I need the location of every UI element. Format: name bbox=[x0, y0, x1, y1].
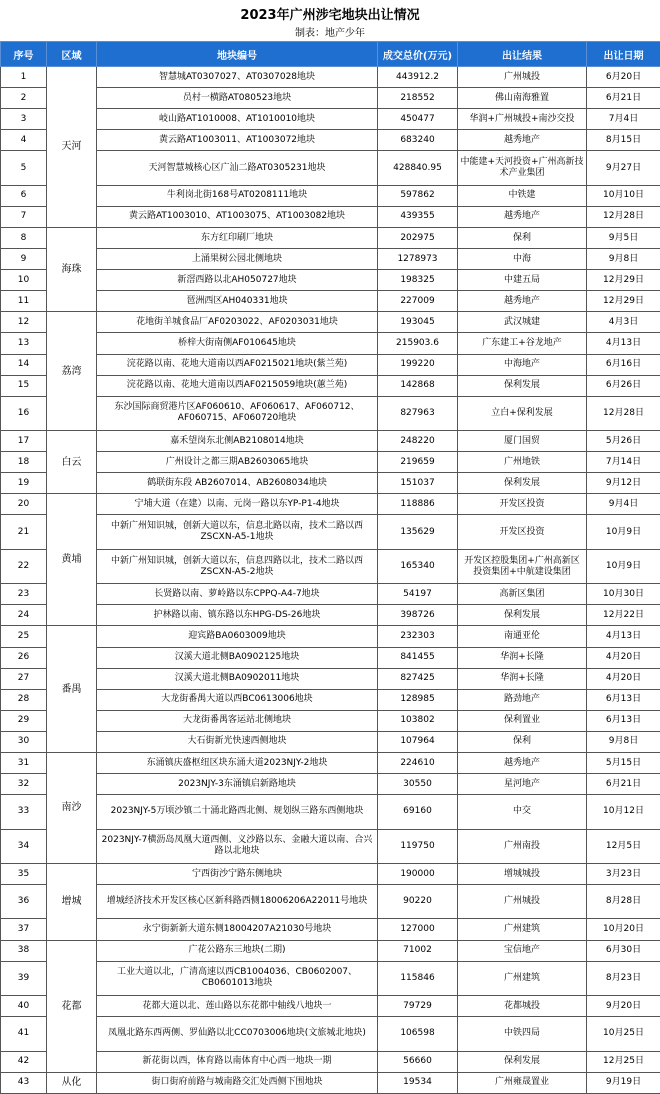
transaction-price: 398726 bbox=[378, 605, 458, 626]
table-row bbox=[1, 291, 660, 312]
plot-name: 中新广州知识城，创新大道以东，信息北路以南，技术二路以西ZSCXN-A5-1地块 bbox=[97, 515, 378, 549]
table-row bbox=[1, 753, 660, 774]
plot-name: 鹤联街东段 AB2607014、AB2608034地块 bbox=[97, 473, 378, 494]
table-row bbox=[1, 227, 660, 248]
transfer-date: 9月4日 bbox=[587, 494, 660, 515]
district-cell: 荔湾 bbox=[47, 312, 97, 431]
row-number: 16 bbox=[1, 396, 47, 430]
table-row bbox=[1, 940, 660, 961]
transaction-price: 443912.2 bbox=[378, 67, 458, 88]
transfer-result: 中能建+天河投资+广州高新技术产业集团 bbox=[458, 151, 587, 185]
table-row bbox=[1, 1072, 660, 1093]
transfer-date: 4月20日 bbox=[587, 647, 660, 668]
row-number: 37 bbox=[1, 919, 47, 940]
transfer-result: 厦门国贸 bbox=[458, 431, 587, 452]
district-cell: 天河 bbox=[47, 67, 97, 228]
transaction-price: 827425 bbox=[378, 668, 458, 689]
transfer-date: 3月23日 bbox=[587, 863, 660, 884]
transfer-date: 12月28日 bbox=[587, 206, 660, 227]
transaction-price: 1278973 bbox=[378, 249, 458, 270]
header-plot: 地块编号 bbox=[97, 42, 378, 67]
transfer-result: 保利发展 bbox=[458, 605, 587, 626]
plot-name: 东方红印刷厂地块 bbox=[97, 227, 378, 248]
district-cell: 白云 bbox=[47, 431, 97, 494]
transfer-result: 保利 bbox=[458, 731, 587, 752]
header-no: 序号 bbox=[1, 42, 47, 67]
row-number: 38 bbox=[1, 940, 47, 961]
row-number: 22 bbox=[1, 549, 47, 583]
transfer-date: 10月12日 bbox=[587, 795, 660, 829]
transfer-result: 华润+长隆 bbox=[458, 668, 587, 689]
plot-name: 花都大道以北、莲山路以东花都中轴线八地块一 bbox=[97, 996, 378, 1017]
plot-name: 大石街新光快速西侧地块 bbox=[97, 731, 378, 752]
transfer-date: 7月14日 bbox=[587, 452, 660, 473]
plot-name: 长贤路以南、萝岭路以东CPPQ-A4-7地块 bbox=[97, 584, 378, 605]
transfer-result: 高新区集团 bbox=[458, 584, 587, 605]
transfer-result: 佛山南海雅置 bbox=[458, 88, 587, 109]
plot-name: 花地街羊城食品厂AF0203022、AF0203031地块 bbox=[97, 312, 378, 333]
plot-name: 黄云路AT1003011、AT1003072地块 bbox=[97, 130, 378, 151]
transfer-result: 越秀地产 bbox=[458, 291, 587, 312]
transfer-date: 6月13日 bbox=[587, 710, 660, 731]
transfer-date: 7月4日 bbox=[587, 109, 660, 130]
transaction-price: 79729 bbox=[378, 996, 458, 1017]
transfer-result: 花都城投 bbox=[458, 996, 587, 1017]
row-number: 5 bbox=[1, 151, 47, 185]
row-number: 40 bbox=[1, 996, 47, 1017]
row-number: 11 bbox=[1, 291, 47, 312]
transfer-date: 4月20日 bbox=[587, 668, 660, 689]
row-number: 15 bbox=[1, 375, 47, 396]
transfer-date: 6月16日 bbox=[587, 354, 660, 375]
header-district: 区域 bbox=[47, 42, 97, 67]
row-number: 4 bbox=[1, 130, 47, 151]
plot-name: 迎宾路BA0603009地块 bbox=[97, 626, 378, 647]
plot-name: 嘉禾望岗东北侧AB2108014地块 bbox=[97, 431, 378, 452]
district-cell: 南沙 bbox=[47, 753, 97, 864]
plot-name: 牛利岗北街168号AT0208111地块 bbox=[97, 185, 378, 206]
district-cell: 番禺 bbox=[47, 626, 97, 753]
table-row bbox=[1, 206, 660, 227]
plot-name: 浣花路以南、花地大道南以西AF0215021地块(紫兰苑) bbox=[97, 354, 378, 375]
transfer-result: 保利 bbox=[458, 227, 587, 248]
transfer-date: 12月28日 bbox=[587, 396, 660, 430]
table-row bbox=[1, 795, 660, 829]
transfer-date: 5月26日 bbox=[587, 431, 660, 452]
transaction-price: 165340 bbox=[378, 549, 458, 583]
header-price: 成交总价(万元) bbox=[378, 42, 458, 67]
table-row bbox=[1, 109, 660, 130]
table-row bbox=[1, 919, 660, 940]
row-number: 14 bbox=[1, 354, 47, 375]
table-row bbox=[1, 270, 660, 291]
plot-name: 黄云路AT1003010、AT1003075、AT1003082地块 bbox=[97, 206, 378, 227]
table-row bbox=[1, 515, 660, 549]
row-number: 3 bbox=[1, 109, 47, 130]
transaction-price: 248220 bbox=[378, 431, 458, 452]
plot-name: 浣花路以南、花地大道南以西AF0215059地块(蕙兰苑) bbox=[97, 375, 378, 396]
transfer-result: 增城城投 bbox=[458, 863, 587, 884]
district-cell: 增城 bbox=[47, 863, 97, 940]
table-row bbox=[1, 996, 660, 1017]
land-transfer-table bbox=[0, 41, 660, 1094]
transfer-result: 中交 bbox=[458, 795, 587, 829]
table-row bbox=[1, 1051, 660, 1072]
row-number: 33 bbox=[1, 795, 47, 829]
row-number: 12 bbox=[1, 312, 47, 333]
transfer-result: 越秀地产 bbox=[458, 753, 587, 774]
row-number: 6 bbox=[1, 185, 47, 206]
transaction-price: 69160 bbox=[378, 795, 458, 829]
plot-name: 岐山路AT1010008、AT1010010地块 bbox=[97, 109, 378, 130]
transfer-date: 6月20日 bbox=[587, 67, 660, 88]
table-row bbox=[1, 473, 660, 494]
table-row bbox=[1, 67, 660, 88]
table-header-row bbox=[1, 42, 660, 67]
page-title: 2023年广州涉宅地块出让情况 bbox=[0, 4, 660, 23]
plot-name: 东沙国际商贸港片区AF060610、AF060617、AF060712、AF060715、AF060720地块 bbox=[97, 396, 378, 430]
row-number: 7 bbox=[1, 206, 47, 227]
row-number: 30 bbox=[1, 731, 47, 752]
transfer-result: 武汉城建 bbox=[458, 312, 587, 333]
transfer-result: 保利发展 bbox=[458, 473, 587, 494]
transfer-result: 保利发展 bbox=[458, 1051, 587, 1072]
transfer-result: 保利发展 bbox=[458, 375, 587, 396]
transfer-result: 开发区投资 bbox=[458, 494, 587, 515]
transfer-date: 8月15日 bbox=[587, 130, 660, 151]
transaction-price: 215903.6 bbox=[378, 333, 458, 354]
table-row bbox=[1, 829, 660, 863]
row-number: 24 bbox=[1, 605, 47, 626]
table-row bbox=[1, 452, 660, 473]
row-number: 18 bbox=[1, 452, 47, 473]
transfer-date: 5月15日 bbox=[587, 753, 660, 774]
plot-name: 广花公路东三地块(二期) bbox=[97, 940, 378, 961]
plot-name: 大龙街番禺客运站北侧地块 bbox=[97, 710, 378, 731]
table-row bbox=[1, 130, 660, 151]
transfer-result: 中铁四局 bbox=[458, 1017, 587, 1051]
transfer-date: 9月8日 bbox=[587, 731, 660, 752]
transfer-result: 越秀地产 bbox=[458, 130, 587, 151]
transfer-result: 立白+保利发展 bbox=[458, 396, 587, 430]
transaction-price: 198325 bbox=[378, 270, 458, 291]
row-number: 21 bbox=[1, 515, 47, 549]
plot-name: 街口街府前路与城南路交汇处西侧下围地块 bbox=[97, 1072, 378, 1093]
transfer-result: 广州南投 bbox=[458, 829, 587, 863]
transfer-result: 开发区投资 bbox=[458, 515, 587, 549]
table-row bbox=[1, 494, 660, 515]
transfer-result: 星河地产 bbox=[458, 774, 587, 795]
transfer-date: 12月29日 bbox=[587, 291, 660, 312]
table-row bbox=[1, 647, 660, 668]
row-number: 41 bbox=[1, 1017, 47, 1051]
table-row bbox=[1, 354, 660, 375]
transfer-date: 8月28日 bbox=[587, 885, 660, 919]
row-number: 13 bbox=[1, 333, 47, 354]
transfer-date: 8月23日 bbox=[587, 961, 660, 995]
plot-name: 广州设计之都三期AB2603065地块 bbox=[97, 452, 378, 473]
plot-name: 工业大道以北，广清高速以西CB1004036、CB0602007、CB0601013地块 bbox=[97, 961, 378, 995]
transaction-price: 193045 bbox=[378, 312, 458, 333]
table-row bbox=[1, 626, 660, 647]
transfer-result: 南通亚伦 bbox=[458, 626, 587, 647]
transfer-date: 4月13日 bbox=[587, 626, 660, 647]
transaction-price: 199220 bbox=[378, 354, 458, 375]
table-row bbox=[1, 961, 660, 995]
transaction-price: 135629 bbox=[378, 515, 458, 549]
row-number: 36 bbox=[1, 885, 47, 919]
district-cell: 从化 bbox=[47, 1072, 97, 1093]
transfer-result: 中海地产 bbox=[458, 354, 587, 375]
table-body bbox=[1, 67, 660, 1094]
transaction-price: 190000 bbox=[378, 863, 458, 884]
transfer-result: 广州城投 bbox=[458, 67, 587, 88]
transaction-price: 151037 bbox=[378, 473, 458, 494]
transfer-date: 10月25日 bbox=[587, 1017, 660, 1051]
plot-name: 琶洲西区AH040331地块 bbox=[97, 291, 378, 312]
plot-name: 2023NJY-3东涌镇启新路地块 bbox=[97, 774, 378, 795]
table-row bbox=[1, 333, 660, 354]
row-number: 9 bbox=[1, 249, 47, 270]
table-row bbox=[1, 549, 660, 583]
transfer-date: 9月12日 bbox=[587, 473, 660, 494]
transaction-price: 219659 bbox=[378, 452, 458, 473]
district-cell: 海珠 bbox=[47, 227, 97, 311]
transfer-date: 9月5日 bbox=[587, 227, 660, 248]
district-cell: 花都 bbox=[47, 940, 97, 1072]
row-number: 31 bbox=[1, 753, 47, 774]
row-number: 34 bbox=[1, 829, 47, 863]
plot-name: 上涌果树公园北侧地块 bbox=[97, 249, 378, 270]
transfer-date: 4月13日 bbox=[587, 333, 660, 354]
table-row bbox=[1, 605, 660, 626]
row-number: 42 bbox=[1, 1051, 47, 1072]
transfer-date: 9月27日 bbox=[587, 151, 660, 185]
row-number: 29 bbox=[1, 710, 47, 731]
plot-name: 汉溪大道北侧BA0902125地块 bbox=[97, 647, 378, 668]
transaction-price: 827963 bbox=[378, 396, 458, 430]
transfer-date: 6月21日 bbox=[587, 774, 660, 795]
transaction-price: 232303 bbox=[378, 626, 458, 647]
plot-name: 新花街以西，体育路以南体育中心西一地块一期 bbox=[97, 1051, 378, 1072]
transfer-date: 10月20日 bbox=[587, 919, 660, 940]
transaction-price: 428840.95 bbox=[378, 151, 458, 185]
row-number: 39 bbox=[1, 961, 47, 995]
transfer-result: 广州雍晟置业 bbox=[458, 1072, 587, 1093]
transaction-price: 54197 bbox=[378, 584, 458, 605]
table-row bbox=[1, 584, 660, 605]
transaction-price: 118886 bbox=[378, 494, 458, 515]
transfer-date: 9月8日 bbox=[587, 249, 660, 270]
district-cell: 黄埔 bbox=[47, 494, 97, 626]
transaction-price: 103802 bbox=[378, 710, 458, 731]
plot-name: 中新广州知识城，创新大道以东，信息四路以北，技术二路以西ZSCXN-A5-2地块 bbox=[97, 549, 378, 583]
table-row bbox=[1, 151, 660, 185]
transaction-price: 841455 bbox=[378, 647, 458, 668]
row-number: 35 bbox=[1, 863, 47, 884]
header-result: 出让结果 bbox=[458, 42, 587, 67]
row-number: 43 bbox=[1, 1072, 47, 1093]
transfer-result: 华润+长隆 bbox=[458, 647, 587, 668]
transfer-date: 10月10日 bbox=[587, 185, 660, 206]
transfer-result: 广东建工+谷龙地产 bbox=[458, 333, 587, 354]
row-number: 27 bbox=[1, 668, 47, 689]
row-number: 23 bbox=[1, 584, 47, 605]
transfer-date: 12月22日 bbox=[587, 605, 660, 626]
table-row bbox=[1, 185, 660, 206]
transaction-price: 107964 bbox=[378, 731, 458, 752]
row-number: 17 bbox=[1, 431, 47, 452]
table-row bbox=[1, 774, 660, 795]
page-subtitle: 制表：地产少年 bbox=[0, 24, 660, 39]
table-row bbox=[1, 731, 660, 752]
table-row bbox=[1, 689, 660, 710]
transfer-result: 越秀地产 bbox=[458, 206, 587, 227]
transfer-date: 10月9日 bbox=[587, 515, 660, 549]
transfer-date: 9月20日 bbox=[587, 996, 660, 1017]
plot-name: 宁西街沙宁路东侧地块 bbox=[97, 863, 378, 884]
table-row bbox=[1, 863, 660, 884]
row-number: 2 bbox=[1, 88, 47, 109]
table-row bbox=[1, 375, 660, 396]
row-number: 1 bbox=[1, 67, 47, 88]
transfer-date: 4月3日 bbox=[587, 312, 660, 333]
table-row bbox=[1, 710, 660, 731]
plot-name: 大龙街番禺大道以西BC0613006地块 bbox=[97, 689, 378, 710]
transfer-result: 路劲地产 bbox=[458, 689, 587, 710]
transaction-price: 71002 bbox=[378, 940, 458, 961]
row-number: 20 bbox=[1, 494, 47, 515]
transaction-price: 224610 bbox=[378, 753, 458, 774]
row-number: 10 bbox=[1, 270, 47, 291]
plot-name: 宁埔大道（在建）以南、元岗一路以东YP-P1-4地块 bbox=[97, 494, 378, 515]
plot-name: 天河智慧城核心区广汕二路AT0305231地块 bbox=[97, 151, 378, 185]
transfer-result: 华润+广州城投+南沙交投 bbox=[458, 109, 587, 130]
transfer-result: 保利置业 bbox=[458, 710, 587, 731]
transfer-date: 12月25日 bbox=[587, 1051, 660, 1072]
table-row bbox=[1, 431, 660, 452]
plot-name: 桥梓大街南侧AF010645地块 bbox=[97, 333, 378, 354]
transfer-result: 中海 bbox=[458, 249, 587, 270]
table-row bbox=[1, 668, 660, 689]
row-number: 19 bbox=[1, 473, 47, 494]
transaction-price: 218552 bbox=[378, 88, 458, 109]
transaction-price: 597862 bbox=[378, 185, 458, 206]
table-row bbox=[1, 396, 660, 430]
table-row bbox=[1, 312, 660, 333]
plot-name: 新滘西路以北AH050727地块 bbox=[97, 270, 378, 291]
plot-name: 东涌镇庆盛枢纽区块东涌大道2023NJY-2地块 bbox=[97, 753, 378, 774]
row-number: 26 bbox=[1, 647, 47, 668]
transfer-result: 开发区控股集团+广州高新区投资集团+中航建设集团 bbox=[458, 549, 587, 583]
transfer-date: 12月29日 bbox=[587, 270, 660, 291]
transfer-date: 12月5日 bbox=[587, 829, 660, 863]
plot-name: 汉溪大道北侧BA0902011地块 bbox=[97, 668, 378, 689]
transfer-date: 6月26日 bbox=[587, 375, 660, 396]
row-number: 8 bbox=[1, 227, 47, 248]
transfer-date: 6月30日 bbox=[587, 940, 660, 961]
table-row bbox=[1, 885, 660, 919]
transfer-date: 10月9日 bbox=[587, 549, 660, 583]
transaction-price: 450477 bbox=[378, 109, 458, 130]
transaction-price: 115846 bbox=[378, 961, 458, 995]
row-number: 28 bbox=[1, 689, 47, 710]
table-row bbox=[1, 88, 660, 109]
plot-name: 增城经济技术开发区核心区新科路西侧18006206A22011号地块 bbox=[97, 885, 378, 919]
plot-name: 护林路以南、镇东路以东HPG-DS-26地块 bbox=[97, 605, 378, 626]
transaction-price: 106598 bbox=[378, 1017, 458, 1051]
transaction-price: 683240 bbox=[378, 130, 458, 151]
transfer-result: 中建五局 bbox=[458, 270, 587, 291]
transaction-price: 128985 bbox=[378, 689, 458, 710]
transfer-date: 6月13日 bbox=[587, 689, 660, 710]
plot-name: 2023NJY-7横沥岛凤凰大道西侧、义沙路以东、金融大道以南、合兴路以北地块 bbox=[97, 829, 378, 863]
plot-name: 智慧城AT0307027、AT0307028地块 bbox=[97, 67, 378, 88]
transaction-price: 90220 bbox=[378, 885, 458, 919]
transfer-result: 广州地铁 bbox=[458, 452, 587, 473]
table-row bbox=[1, 249, 660, 270]
transaction-price: 227009 bbox=[378, 291, 458, 312]
table-row bbox=[1, 1017, 660, 1051]
transaction-price: 30550 bbox=[378, 774, 458, 795]
transaction-price: 439355 bbox=[378, 206, 458, 227]
transfer-result: 广州建筑 bbox=[458, 961, 587, 995]
transfer-result: 广州城投 bbox=[458, 885, 587, 919]
transaction-price: 202975 bbox=[378, 227, 458, 248]
transfer-date: 6月21日 bbox=[587, 88, 660, 109]
transaction-price: 142868 bbox=[378, 375, 458, 396]
plot-name: 员村一横路AT080523地块 bbox=[97, 88, 378, 109]
transaction-price: 56660 bbox=[378, 1051, 458, 1072]
transaction-price: 127000 bbox=[378, 919, 458, 940]
transfer-date: 10月30日 bbox=[587, 584, 660, 605]
transaction-price: 19534 bbox=[378, 1072, 458, 1093]
transfer-result: 宝信地产 bbox=[458, 940, 587, 961]
plot-name: 凤凰北路东西两侧、罗仙路以北CC0703006地块(文旅城北地块) bbox=[97, 1017, 378, 1051]
transaction-price: 119750 bbox=[378, 829, 458, 863]
transfer-result: 中铁建 bbox=[458, 185, 587, 206]
header-date: 出让日期 bbox=[587, 42, 660, 67]
transfer-date: 9月19日 bbox=[587, 1072, 660, 1093]
row-number: 25 bbox=[1, 626, 47, 647]
row-number: 32 bbox=[1, 774, 47, 795]
transfer-result: 广州建筑 bbox=[458, 919, 587, 940]
plot-name: 永宁街新新大道东侧18004207A21030号地块 bbox=[97, 919, 378, 940]
plot-name: 2023NJY-5万顷沙镇二十涌北路西北侧、规划纵三路东西侧地块 bbox=[97, 795, 378, 829]
